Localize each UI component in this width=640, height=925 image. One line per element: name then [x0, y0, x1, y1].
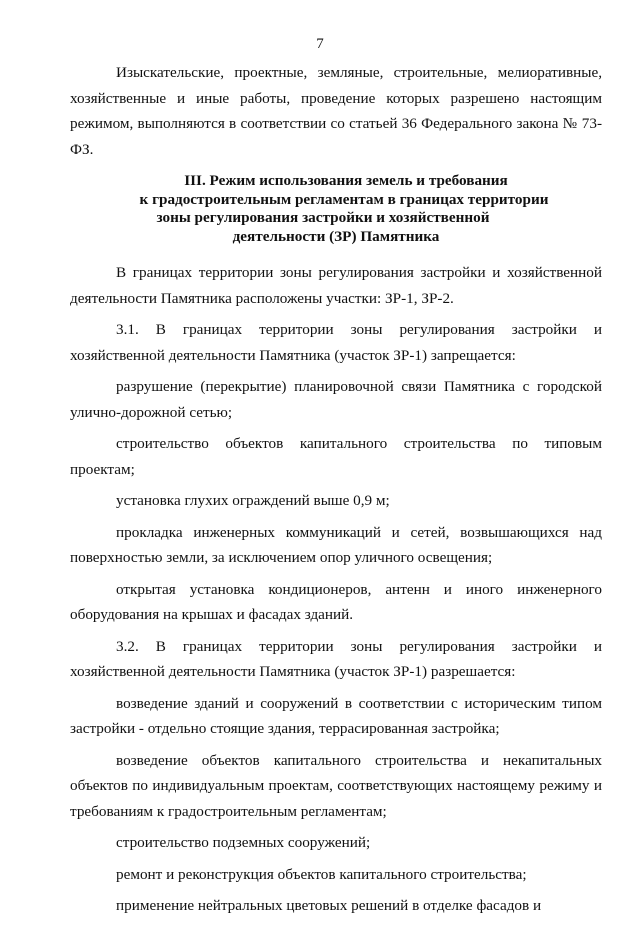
clause-3-2-paragraph: 3.2. В границах территории зоны регулирования застройки и хозяйственной деятельности Памятника (участок ЗР-1) разрешается:	[70, 637, 602, 680]
clause-3-1-paragraph: 3.1. В границах территории зоны регулирования застройки и хозяйственной деятельности Памятника (участок ЗР-1) запрещается:	[70, 321, 602, 364]
section-heading	[70, 172, 602, 246]
list-item-paragraph: открытая установка кондиционеров, антенн и иного инженерного оборудования на крышах и фасадах зданий.	[70, 580, 602, 623]
list-item-paragraph: разрушение (перекрытие) планировочной связи Памятника с городской улично-дорожной сетью;	[70, 378, 602, 421]
list-item-paragraph: ремонт и реконструкция объектов капитального строительства;	[116, 865, 527, 883]
list-item-paragraph: возведение зданий и сооружений в соответствии с историческим типом застройки - отдельно стоящие здания, террасированная застройка;	[70, 694, 602, 737]
list-item-paragraph: строительство объектов капитального строительства по типовым проектам;	[70, 435, 602, 478]
list-item-paragraph: строительство подземных сооружений;	[116, 834, 371, 851]
list-item-paragraph: прокладка инженерных коммуникаций и сетей, возвышающихся над поверхностью земли, за исключением опор уличного освещения;	[70, 523, 602, 566]
intro-paragraph: Изыскательские, проектные, земляные, строительные, мелиоративные, хозяйственные и иные работы, проведение которых разрешено настоящим режимом, выполняются в соответствии со статьей 36 Федерального закона № 73-ФЗ.	[70, 64, 602, 158]
section-heading-line: зоны регулирования застройки и хозяйственной	[156, 209, 490, 226]
list-item-paragraph: установка глухих ограждений выше 0,9 м;	[116, 492, 390, 509]
list-item-paragraph: применение нейтральных цветовых решений в отделке фасадов и	[116, 897, 542, 914]
section-heading-line: III. Режим использования земель и требования	[184, 172, 508, 189]
section-heading-line: к градостроительным регламентам в границах территории	[139, 190, 549, 208]
document-body	[70, 60, 602, 925]
body-paragraph: В границах территории зоны регулирования застройки и хозяйственной деятельности Памятника расположены участки: ЗР-1, ЗР-2.	[70, 264, 602, 307]
page-number: 7	[316, 36, 324, 52]
section-heading-line: деятельности (ЗР) Памятника	[232, 227, 440, 245]
list-item-paragraph: возведение объектов капитального строительства и некапитальных объектов по индивидуальным проектам, соответствующих настоящему режиму и требованиям к градостроительным регламентам;	[70, 751, 602, 820]
